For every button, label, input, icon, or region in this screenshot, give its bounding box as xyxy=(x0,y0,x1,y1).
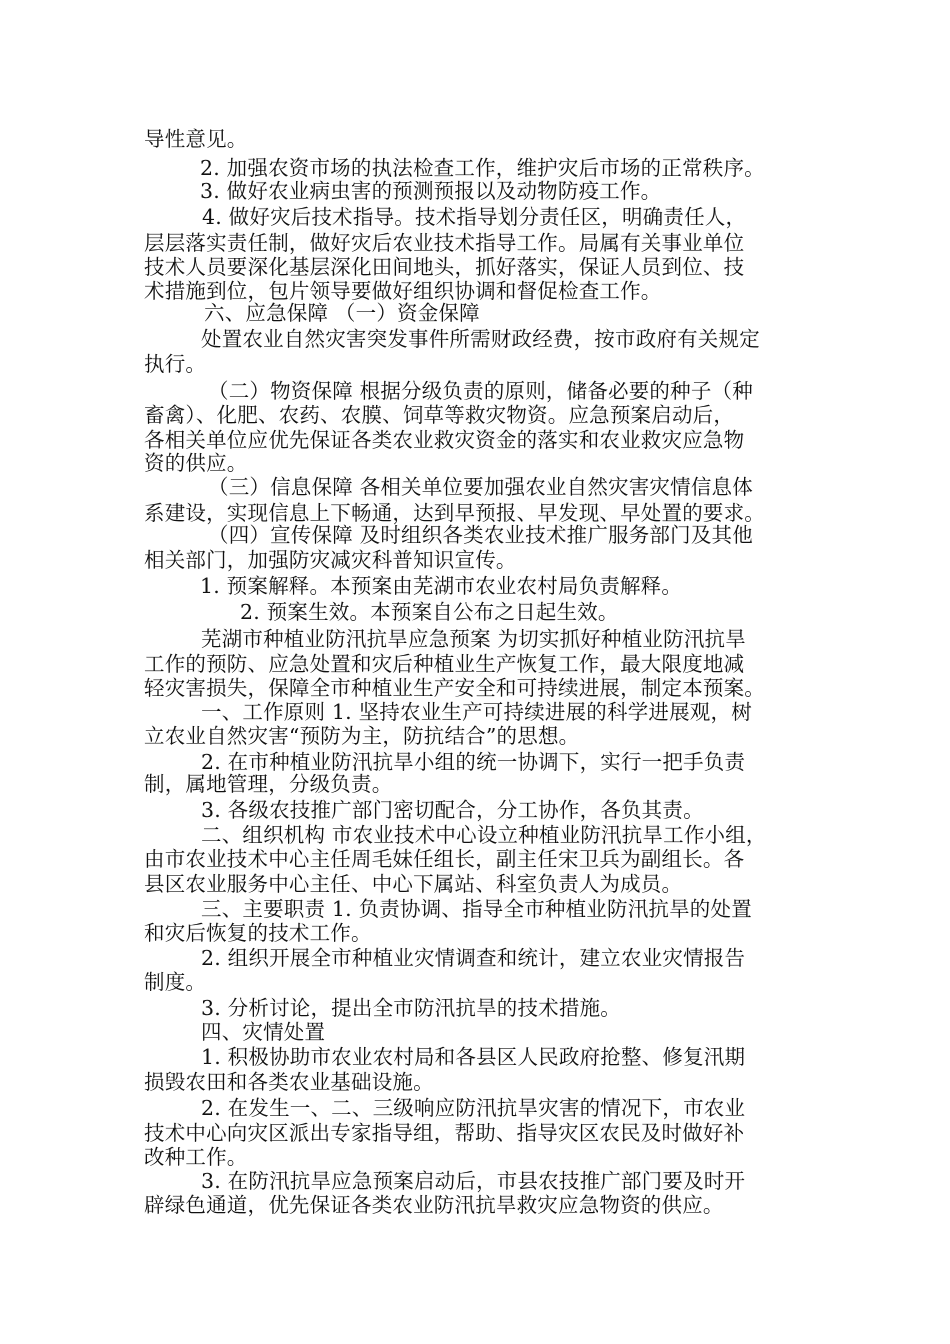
text-line: 资的供应。 xyxy=(144,451,248,475)
text-line: 执行。 xyxy=(144,352,207,376)
text-line: （四）宣传保障 及时组织各类农业技术推广服务部门及其他 xyxy=(208,523,753,547)
text-line: 2. 加强农资市场的执法检查工作，维护灾后市场的正常秩序。 xyxy=(200,156,765,180)
text-line: 技术人员要深化基层深化田间地头，抓好落实，保证人员到位、技 xyxy=(144,255,745,279)
text-line: 3. 各级农技推广部门密切配合，分工协作，各负其责。 xyxy=(201,798,704,822)
text-line: 辟绿色通道，优先保证各类农业防汛抗旱救灾应急物资的供应。 xyxy=(144,1193,724,1217)
text-line: 导性意见。 xyxy=(144,127,248,151)
text-line: 损毁农田和各类农业基础设施。 xyxy=(144,1070,434,1094)
text-line: 立农业自然灾害“预防为主，防抗结合”的思想。 xyxy=(144,724,580,748)
text-line: 各相关单位应优先保证各类农业救灾资金的落实和农业救灾应急物 xyxy=(144,428,745,452)
text-line: 由市农业技术中心主任周毛妹任组长，副主任宋卫兵为副组长。各 xyxy=(144,847,745,871)
text-line: 六、应急保障 （一）资金保障 xyxy=(204,301,480,325)
text-line: 三、主要职责 1. 负责协调、指导全市种植业防汛抗旱的处置 xyxy=(201,897,752,921)
text-line: （三）信息保障 各相关单位要加强农业自然灾害灾情信息体 xyxy=(208,475,753,499)
text-line: 芜湖市种植业防汛抗旱应急预案 为切实抓好种植业防汛抗旱 xyxy=(201,627,746,651)
text-line: 系建设，实现信息上下畅通，达到早预报、早发现、早处置的要求。 xyxy=(144,501,765,525)
text-line: 4. 做好灾后技术指导。技术指导划分责任区，明确责任人， xyxy=(202,205,747,229)
text-line: 2. 组织开展全市种植业灾情调查和统计，建立农业灾情报告 xyxy=(201,946,746,970)
text-line: 1. 积极协助市农业农村局和各县区人民政府抢整、修复汛期 xyxy=(201,1045,746,1069)
text-line: 二、组织机构 市农业技术中心设立种植业防汛抗旱工作小组， xyxy=(201,823,767,847)
text-line: （二）物资保障 根据分级负责的原则，储备必要的种子（种 xyxy=(208,379,753,403)
text-line: 术措施到位，包片领导要做好组织协调和督促检查工作。 xyxy=(144,279,662,303)
text-line: 四、灾情处置 xyxy=(201,1020,326,1044)
text-line: 工作的预防、应急处置和灾后种植业生产恢复工作，最大限度地减 xyxy=(144,652,745,676)
text-line: 相关部门，加强防灾减灾科普知识宣传。 xyxy=(144,548,517,572)
text-line: 3. 做好农业病虫害的预测预报以及动物防疫工作。 xyxy=(200,179,662,203)
text-line: 3. 在防汛抗旱应急预案启动后，市县农技推广部门要及时开 xyxy=(201,1169,746,1193)
text-line: 技术中心向灾区派出专家指导组，帮助、指导灾区农民及时做好补 xyxy=(144,1121,745,1145)
text-line: 2. 预案生效。本预案自公布之日起生效。 xyxy=(240,600,619,624)
text-line: 畜禽）、化肥、农药、农膜、饲草等救灾物资。应急预案启动后， xyxy=(144,403,735,427)
text-line: 制度。 xyxy=(144,970,207,994)
text-line: 制，属地管理，分级负责。 xyxy=(144,772,393,796)
text-line: 2. 在发生一、二、三级响应防汛抗旱灾害的情况下，市农业 xyxy=(201,1096,746,1120)
text-line: 1. 预案解释。本预案由芜湖市农业农村局负责解释。 xyxy=(200,574,683,598)
text-line: 改种工作。 xyxy=(144,1145,248,1169)
text-line: 3. 分析讨论，提出全市防汛抗旱的技术措施。 xyxy=(201,996,621,1020)
text-line: 处置农业自然灾害突发事件所需财政经费，按市政府有关规定 xyxy=(201,327,760,351)
text-line: 和灾后恢复的技术工作。 xyxy=(144,921,372,945)
text-line: 2. 在市种植业防汛抗旱小组的统一协调下，实行一把手负责 xyxy=(201,750,746,774)
text-line: 县区农业服务中心主任、中心下属站、科室负责人为成员。 xyxy=(144,872,683,896)
text-line: 一、工作原则 1. 坚持农业生产可持续进展的科学进展观，树 xyxy=(201,700,752,724)
text-line: 层层落实责任制，做好灾后农业技术指导工作。局属有关事业单位 xyxy=(144,231,745,255)
text-line: 轻灾害损失，保障全市种植业生产安全和可持续进展，制定本预案。 xyxy=(144,676,765,700)
